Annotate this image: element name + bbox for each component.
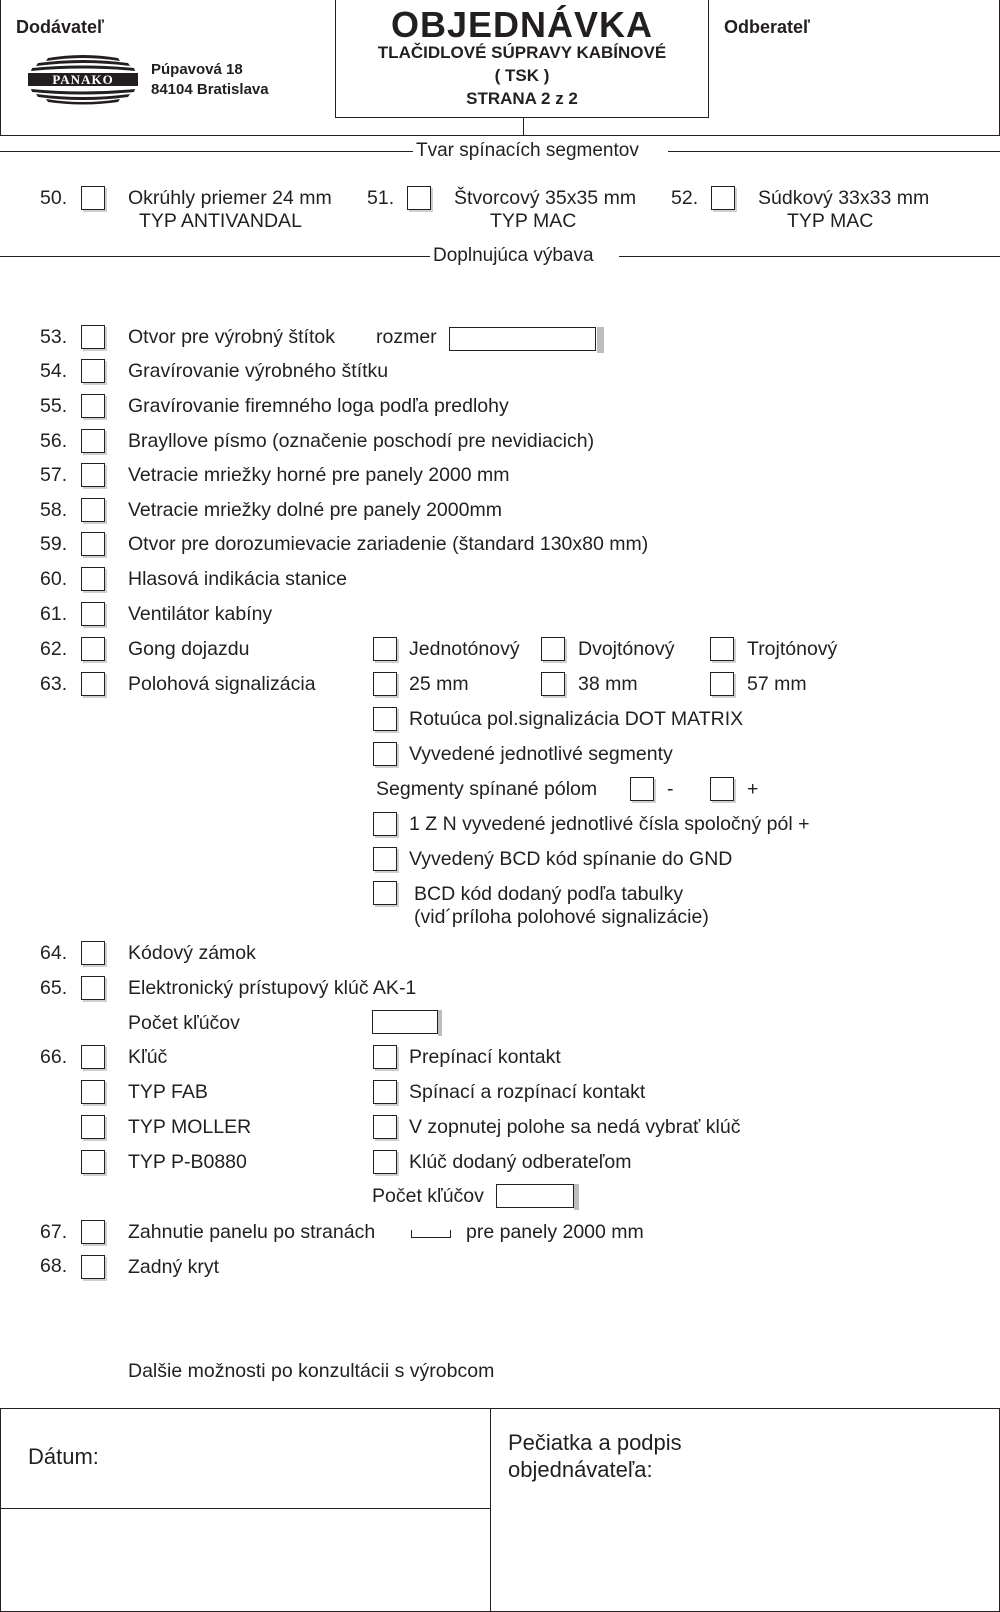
contact-make-break-label: Spínací a rozpínací kontakt [409, 1081, 646, 1103]
pole-label: Segmenty spínané pólom [376, 778, 598, 800]
item-65-checkbox[interactable] [81, 976, 105, 1000]
item-60-number: 60. [40, 568, 68, 590]
item-52-checkbox[interactable] [711, 186, 735, 210]
bcd-table-label: BCD kód dodaný podľa tabulky [414, 883, 684, 905]
form-subtitle-abbr: ( TSK ) [494, 66, 550, 85]
contact-changeover-checkbox[interactable] [373, 1045, 397, 1069]
pole-minus-label: - [667, 778, 674, 800]
page-number: STRANA 2 z 2 [466, 89, 578, 108]
form-title: OBJEDNÁVKA [390, 4, 654, 45]
item-57-checkbox[interactable] [81, 463, 105, 487]
bcd-table-checkbox[interactable] [373, 881, 397, 905]
zn-checkbox[interactable] [373, 812, 397, 836]
item-53-number: 53. [40, 326, 68, 348]
item-67-number: 67. [40, 1221, 68, 1243]
key-locked-label: V zopnutej polohe sa nedá vybrať klúč [409, 1116, 741, 1138]
item-54-label: Gravírovanie výrobného štítku [128, 360, 389, 382]
gong-double-checkbox[interactable] [541, 637, 565, 661]
item-50-type: TYP ANTIVANDAL [139, 210, 302, 232]
item-50-number: 50. [40, 187, 68, 209]
section-rule-left-2 [0, 256, 430, 257]
gong-double-label: Dvojtónový [578, 638, 675, 660]
date-box-lower [0, 1508, 491, 1612]
supplier-street: Púpavová 18 [151, 61, 243, 78]
indicator-25mm-label: 25 mm [409, 673, 469, 695]
stamp-label-line1: Pečiatka a podpis [508, 1430, 682, 1455]
item-56-checkbox[interactable] [81, 429, 105, 453]
title-box-tick [523, 118, 524, 136]
contact-changeover-label: Prepínací kontakt [409, 1046, 561, 1068]
item-51-type: TYP MAC [490, 210, 577, 232]
item-53-size-field[interactable] [449, 327, 596, 351]
gong-triple-checkbox[interactable] [710, 637, 734, 661]
item-53-size-label: rozmer [376, 326, 437, 348]
item-55-checkbox[interactable] [81, 394, 105, 418]
bend-symbol [411, 1230, 451, 1238]
item-67-extra: pre panely 2000 mm [466, 1221, 644, 1243]
key-moller-checkbox[interactable] [81, 1115, 105, 1139]
indicator-25mm-checkbox[interactable] [373, 672, 397, 696]
item-51-number: 51. [367, 187, 395, 209]
item-65-count-label: Počet kľúčov [128, 1012, 240, 1034]
item-50-label: Okrúhly priemer 24 mm [128, 187, 332, 209]
item-61-number: 61. [40, 603, 68, 625]
item-59-number: 59. [40, 533, 68, 555]
item-67-checkbox[interactable] [81, 1220, 105, 1244]
key-moller-label: TYP MOLLER [128, 1116, 252, 1138]
customer-label: Odberateľ [724, 17, 810, 37]
dot-matrix-checkbox[interactable] [373, 707, 397, 731]
zn-label: 1 Z N vyvedené jednotlivé čísla spoločný pól + [409, 813, 810, 835]
item-68-label: Zadný kryt [128, 1256, 220, 1278]
key-by-customer-label: Klúč dodaný odberateľom [409, 1151, 632, 1173]
segments-checkbox[interactable] [373, 742, 397, 766]
item-50-checkbox[interactable] [81, 186, 105, 210]
footer-note: Dalšie možnosti po konzultácii s výrobcom [128, 1360, 495, 1382]
item-59-checkbox[interactable] [81, 532, 105, 556]
gong-triple-label: Trojtónový [747, 638, 838, 660]
item-52-type: TYP MAC [787, 210, 874, 232]
item-58-label: Vetracie mriežky dolné pre panely 2000mm [128, 499, 502, 521]
segments-label: Vyvedené jednotlivé segmenty [409, 743, 673, 765]
key-pb0880-label: TYP P-B0880 [128, 1151, 247, 1173]
item-66-count-label: Počet kľúčov [372, 1185, 484, 1207]
contact-make-break-checkbox[interactable] [373, 1080, 397, 1104]
item-61-label: Ventilátor kabíny [128, 603, 273, 625]
item-59-label: Otvor pre dorozumievacie zariadenie (štandard 130x80 mm) [128, 533, 649, 555]
supplier-city: 84104 Bratislava [151, 81, 269, 98]
item-65-count-field[interactable] [372, 1010, 438, 1034]
item-54-number: 54. [40, 360, 68, 382]
item-58-number: 58. [40, 499, 68, 521]
item-65-number: 65. [40, 977, 68, 999]
key-fab-label: TYP FAB [128, 1081, 208, 1103]
item-62-label: Gong dojazdu [128, 638, 250, 660]
item-62-checkbox[interactable] [81, 637, 105, 661]
item-64-checkbox[interactable] [81, 941, 105, 965]
date-label: Dátum: [28, 1444, 99, 1469]
indicator-57mm-label: 57 mm [747, 673, 807, 695]
key-by-customer-checkbox[interactable] [373, 1150, 397, 1174]
item-66-number: 66. [40, 1046, 68, 1068]
item-60-checkbox[interactable] [81, 567, 105, 591]
item-53-size-field-shadow [597, 327, 604, 353]
section-title-extra: Doplnujúca výbava [433, 245, 594, 266]
key-pb0880-checkbox[interactable] [81, 1150, 105, 1174]
item-63-number: 63. [40, 673, 68, 695]
item-63-label: Polohová signalizácia [128, 673, 316, 695]
section-rule-left [0, 151, 413, 152]
bcd-gnd-checkbox[interactable] [373, 847, 397, 871]
panako-logo [28, 54, 138, 106]
item-56-label: Brayllove písmo (označenie poschodí pre nevidiacich) [128, 430, 595, 452]
item-66-label: Kľúč [128, 1046, 168, 1068]
item-52-label: Súdkový 33x33 mm [758, 187, 930, 209]
key-locked-checkbox[interactable] [373, 1115, 397, 1139]
item-55-number: 55. [40, 395, 68, 417]
item-68-number: 68. [40, 1255, 68, 1277]
indicator-38mm-label: 38 mm [578, 673, 638, 695]
section-title-shape: Tvar spínacích segmentov [416, 140, 639, 161]
bcd-gnd-label: Vyvedený BCD kód spínanie do GND [409, 848, 733, 870]
indicator-57mm-checkbox[interactable] [710, 672, 734, 696]
section-rule-right [668, 151, 1000, 152]
key-fab-checkbox[interactable] [81, 1080, 105, 1104]
item-66-count-field-shadow [574, 1184, 579, 1210]
pole-plus-label: + [747, 778, 759, 800]
item-68-checkbox[interactable] [81, 1255, 105, 1279]
bcd-table-note: (vid´príloha polohové signalizácie) [414, 906, 709, 928]
dot-matrix-label: Rotuúca pol.signalizácia DOT MATRIX [409, 708, 744, 730]
item-66-count-field[interactable] [496, 1184, 574, 1208]
item-64-label: Kódový zámok [128, 942, 256, 964]
supplier-label: Dodávateľ [16, 17, 104, 37]
item-51-checkbox[interactable] [407, 186, 431, 210]
item-55-label: Gravírovanie firemného loga podľa predlohy [128, 395, 509, 417]
item-65-label: Elektronický prístupový klúč AK-1 [128, 977, 417, 999]
item-54-checkbox[interactable] [81, 359, 105, 383]
item-62-number: 62. [40, 638, 68, 660]
item-52-number: 52. [671, 187, 699, 209]
item-57-label: Vetracie mriežky horné pre panely 2000 mm [128, 464, 510, 486]
item-66-checkbox[interactable] [81, 1045, 105, 1069]
item-64-number: 64. [40, 942, 68, 964]
item-58-checkbox[interactable] [81, 498, 105, 522]
item-53-label: Otvor pre výrobný štítok [128, 326, 335, 348]
item-61-checkbox[interactable] [81, 602, 105, 626]
form-subtitle: TLAČIDLOVÉ SÚPRAVY KABÍNOVÉ [377, 43, 667, 62]
indicator-38mm-checkbox[interactable] [541, 672, 565, 696]
item-65-count-field-shadow [438, 1010, 442, 1036]
item-53-checkbox[interactable] [81, 325, 105, 349]
item-51-label: Štvorcový 35x35 mm [454, 187, 637, 209]
item-63-checkbox[interactable] [81, 672, 105, 696]
stamp-label-line2: objednávateľa: [508, 1457, 653, 1482]
gong-single-label: Jednotónový [409, 638, 520, 660]
section-rule-right-2 [619, 256, 1000, 257]
logo-text: PANAKO [52, 72, 114, 87]
gong-single-checkbox[interactable] [373, 637, 397, 661]
item-56-number: 56. [40, 430, 68, 452]
item-67-label: Zahnutie panelu po stranách [128, 1221, 376, 1243]
item-60-label: Hlasová indikácia stanice [128, 568, 347, 590]
pole-minus-checkbox[interactable] [630, 777, 654, 801]
pole-plus-checkbox[interactable] [710, 777, 734, 801]
item-57-number: 57. [40, 464, 68, 486]
